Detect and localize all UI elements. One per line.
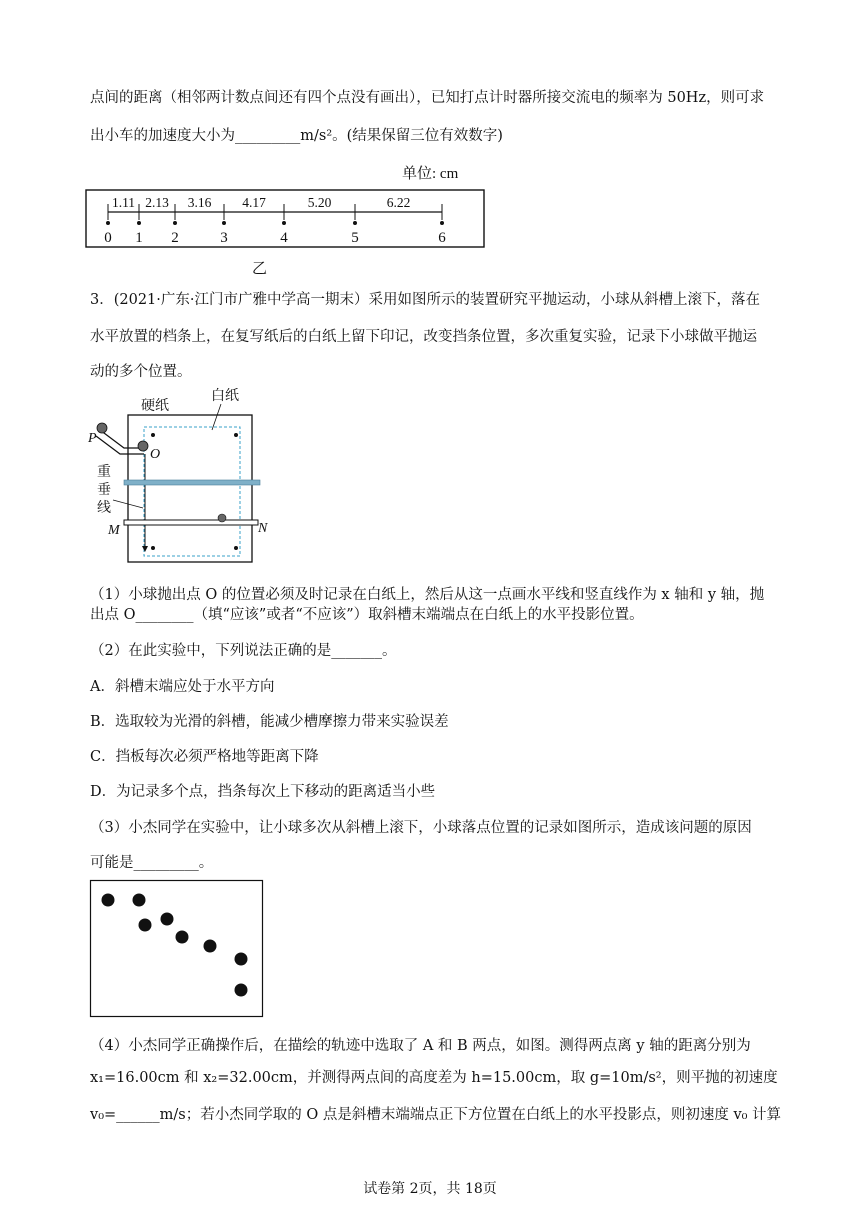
- tape-point-label: 5: [351, 230, 359, 246]
- tape-segment-label: 6.22: [386, 195, 411, 210]
- hard-paper-label: 硬纸: [141, 399, 169, 414]
- board: [128, 415, 252, 562]
- sub-question-4: （4）小杰同学正确操作后，在描绘的轨迹中选取了 A 和 B 两点，如图。测得两点离 y 轴的距离分别为: [90, 1038, 751, 1054]
- tape-unit-label: 单位: cm: [402, 166, 459, 182]
- tape-segment-label: 2.13: [145, 195, 169, 210]
- sub-question-4: v₀=______m/s；若小杰同学取的 O 点是斜槽末端端点正下方位置在白纸上的水平投影点，则初速度 v₀ 计算: [90, 1107, 782, 1123]
- blue-rod: [124, 480, 260, 485]
- impact-dot: [161, 913, 174, 926]
- impact-dot: [235, 984, 248, 997]
- sub-question-3: （3）小杰同学在实验中，让小球多次从斜槽上滚下，小球落点位置的记录如图所示，造成该问题的原因: [90, 820, 752, 836]
- impact-dot: [102, 894, 115, 907]
- tape-point-label: 0: [104, 230, 112, 246]
- text-line: 出小车的加速度大小为_________m/s²。(结果保留三位有效数字): [90, 128, 503, 144]
- white-paper-label: 白纸: [211, 389, 239, 404]
- tape-dot: [137, 221, 141, 225]
- apparatus-figure: [86, 390, 286, 575]
- option-c: C．挡板每次必须严格地等距离下降: [90, 749, 319, 765]
- label-P: P: [88, 431, 97, 446]
- tape-dot: [282, 221, 286, 225]
- tape-dot: [173, 221, 177, 225]
- tape-point-label: 4: [280, 230, 288, 246]
- impact-dot: [139, 919, 152, 932]
- tape-segment-label: 4.17: [242, 195, 266, 210]
- question-3-line: 3．(2021·广东·江门市广雅中学高一期末）采用如图所示的装置研究平抛运动，小球从斜槽上滚下，落在: [90, 292, 760, 308]
- plumb-label: 垂: [97, 483, 111, 498]
- ball: [138, 441, 148, 451]
- tape-dot: [353, 221, 357, 225]
- tape-point-label: 3: [220, 230, 228, 246]
- sub-question-3: 可能是_________。: [90, 855, 214, 871]
- impact-dot: [133, 894, 146, 907]
- plumb-label: 线: [97, 501, 111, 516]
- tape-figure: [86, 160, 486, 280]
- tape-dot: [440, 221, 444, 225]
- question-3-line: 水平放置的档条上，在复写纸后的白纸上留下印记，改变挡条位置，多次重复实验，记录下小球做平抛运: [90, 329, 757, 345]
- tape-point-label: 6: [438, 230, 446, 246]
- ball: [97, 423, 107, 433]
- sub-question-1: 出点 O________（填“应该”或者“不应该”）取斜槽末端端点在白纸上的水平投影位置。: [90, 607, 644, 623]
- option-d: D．为记录多个点，挡条每次上下移动的距离适当小些: [90, 784, 436, 800]
- baffle: [124, 520, 258, 525]
- label-M: M: [108, 523, 120, 538]
- dots-figure: [90, 880, 264, 1018]
- tape-dot: [106, 221, 110, 225]
- sub-question-2: （2）在此实验中，下列说法正确的是_______。: [90, 643, 397, 659]
- option-a: A．斜槽末端应处于水平方向: [90, 679, 275, 695]
- page-footer: 试卷第 2页，共 18页: [363, 1181, 497, 1197]
- impact-dot: [204, 940, 217, 953]
- tape-point-label: 2: [171, 230, 179, 246]
- sub-question-1: （1）小球抛出点 O 的位置必须及时记录在白纸上，然后从这一点画水平线和竖直线作为 x 轴和 y 轴，抛: [90, 587, 765, 603]
- tape-caption: 乙: [252, 261, 268, 277]
- label-O: O: [150, 447, 161, 462]
- tape-segment-label: 1.11: [111, 195, 136, 210]
- tape-segment-label: 3.16: [187, 195, 212, 210]
- impact-dot: [176, 931, 189, 944]
- tape-segment-label: 5.20: [307, 195, 332, 210]
- tape-point-label: 1: [135, 230, 143, 246]
- text-line: 点间的距离（相邻两计数点间还有四个点没有画出），已知打点计时器所接交流电的频率为 50Hz，则可求: [90, 90, 765, 106]
- question-3-line: 动的多个位置。: [90, 364, 192, 380]
- plumb-label: 重: [97, 465, 111, 480]
- sub-question-4: x₁=16.00cm 和 x₂=32.00cm，并测得两点间的高度差为 h=15.00cm，取 g=10m/s²，则平抛的初速度: [90, 1070, 778, 1086]
- tape-dot: [222, 221, 226, 225]
- label-N: N: [258, 521, 268, 536]
- impact-dot: [235, 953, 248, 966]
- option-b: B．选取较为光滑的斜槽，能减少槽摩擦力带来实验误差: [90, 714, 449, 730]
